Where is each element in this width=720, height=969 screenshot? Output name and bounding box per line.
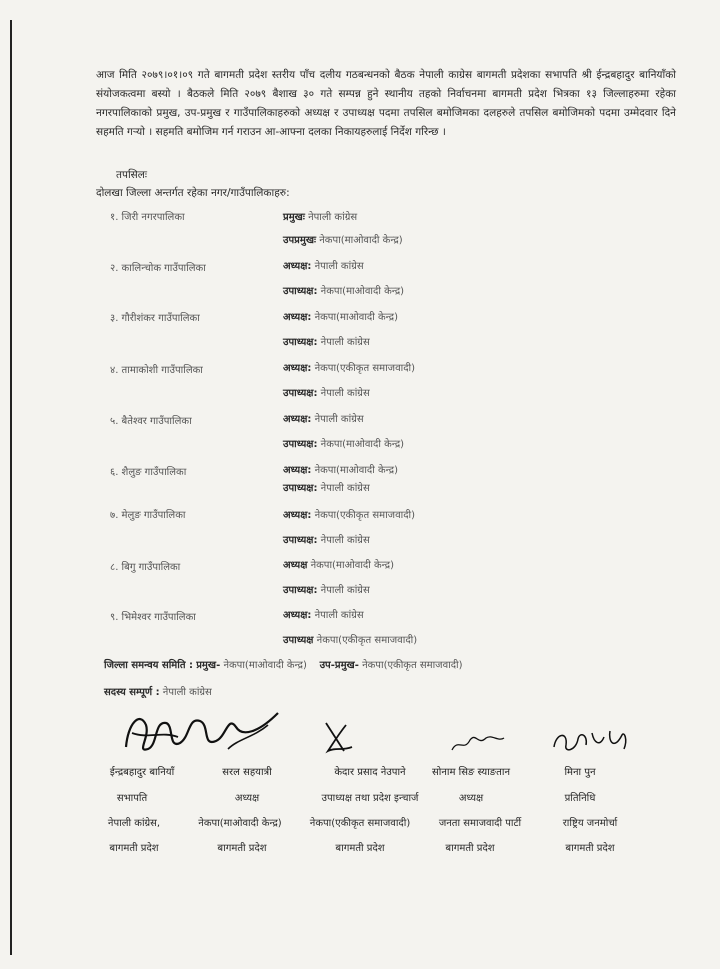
signatory-party: नेकपा(माओवादी केन्द्र) (198, 818, 282, 829)
post-label: उपाध्यक्ष (283, 635, 314, 646)
post-party: नेपाली कांग्रेस (320, 585, 370, 596)
post-label: उपप्रमुखः (283, 235, 317, 246)
post-label: अध्यक्ष: (283, 414, 312, 425)
post-row (283, 532, 370, 546)
post-label: उपाध्यक्ष: (283, 535, 318, 546)
signatory-province: बागमती प्रदेश (109, 843, 159, 854)
post-party: नेपाली कांग्रेस (320, 535, 370, 546)
post-row (283, 436, 404, 450)
municipality-name: ९. भिमेश्वर गाउँपालिका (110, 612, 196, 623)
members-party: नेपाली कांग्रेस (162, 687, 212, 698)
intro-paragraph: आज मिति २०७९।०१।०९ गते बागमती प्रदेश स्तरीय पाँच दलीय गठबन्धनको बैठक नेपाली काग्रेस बागमती प्रदेशका सभापति श्री ईन्द्रबहादुर बानियाँको संयोजकत्वमा बस्यो । बैठकले मिति २०७९ बैशाख ३० गते सम्पन्न हुने स्थानीय तहको निर्वाचनमा बागमती प्रदेश भित्रका १३ जिल्लाहरुमा रहेका नगरपालिकाको प्रमुख, उप-प्रमुख र गाउँपालिकाहरुको अध्यक्ष र उपाध्यक्ष पदमा तपसिल बमोजिमका दलहरुले तपसिल बमोजिमको पदमा उम्मेदवार दिने सहमति गऱ्यो । सहमति बमोजिम गर्न गराउन आ-आफ्ना दलका निकायहरुलाई निर्देश गरिन्छ । (96, 69, 676, 138)
post-label: उपाध्यक्ष: (283, 337, 318, 348)
post-label: उपाध्यक्ष: (283, 585, 318, 596)
post-label: अध्यक्ष: (283, 312, 312, 323)
post-party: नेकपा(एकीकृत समाजवादी) (314, 363, 416, 374)
signature-4 (548, 725, 630, 759)
post-party: नेकपा(माओवादी केन्द्र) (310, 560, 394, 571)
post-party: नेकपा(एकीकृत समाजवादी) (316, 635, 418, 646)
signatory-province: बागमती प्रदेश (335, 843, 385, 854)
post-party: नेपाली कांग्रेस (320, 483, 370, 494)
signatory-province: बागमती प्रदेश (565, 843, 615, 854)
signatory-party: नेपाली कांग्रेस, (107, 818, 161, 829)
post-row (283, 462, 398, 476)
post-party: नेपाली कांग्रेस (314, 414, 364, 425)
signatory-name: सरल सहयात्री (222, 767, 272, 778)
tapsil-label: तपसिलः (116, 169, 148, 181)
signatory-role: सभापति (116, 793, 148, 804)
post-row (283, 209, 357, 223)
signatory-party: राष्ट्रिय जनमोर्चा (562, 818, 618, 829)
post-row (283, 557, 394, 571)
post-party: नेपाली कांग्रेस (314, 610, 364, 621)
municipality-name: ८. बिगु गाउँपालिका (110, 562, 181, 573)
signatory-role: उपाध्यक्ष तथा प्रदेश इन्चार्ज (321, 793, 419, 804)
post-row (283, 411, 364, 425)
post-label: अध्यक्ष: (283, 465, 312, 476)
post-label: अध्यक्ष: (283, 610, 312, 621)
post-row (283, 385, 370, 399)
municipality-name: ४. तामाकोशी गाउँपालिका (110, 365, 203, 376)
post-row (283, 480, 370, 494)
signatory-party: जनता समाजवादी पार्टी (438, 818, 522, 829)
post-label: उपाध्यक्ष: (283, 439, 318, 450)
post-row (283, 309, 398, 323)
coordination-pramukh-party: नेकपा(माओवादी केन्द्र) (223, 660, 307, 671)
municipality-name: ३. गौरीशंकर गाउँपालिका (110, 313, 200, 324)
post-label: अध्यक्ष: (283, 363, 312, 374)
post-party: नेकपा(माओवादी केन्द्र) (320, 439, 405, 450)
coordination-upapramukh-label: उप-प्रमुख- (319, 660, 359, 671)
post-row (283, 258, 364, 272)
post-row (283, 507, 415, 521)
post-label: अध्यक्ष (283, 560, 308, 571)
signatory-role: अध्यक्ष (458, 793, 484, 804)
municipality-name: ५. बैतेश्वर गाउँपालिका (110, 416, 192, 427)
signatory-province: बागमती प्रदेश (217, 843, 267, 854)
municipality-name: ७. मेलुङ गाउँपालिका (110, 510, 186, 521)
signatory-province: बागमती प्रदेश (445, 843, 495, 854)
page-edge-line (10, 20, 12, 955)
post-label: उपाध्यक्ष: (283, 483, 318, 494)
signatory-role: प्रतिनिधि (564, 793, 596, 804)
signature-3 (448, 730, 508, 756)
signatory-name: ईन्द्रबहादुर बानियाँ (109, 767, 175, 778)
post-row (283, 232, 403, 246)
coordination-label: जिल्ला समन्वय समिति : (104, 660, 194, 671)
signatory-name: सोनाम सिङ स्याङतान (431, 767, 511, 778)
post-row (283, 283, 404, 297)
post-party: नेकपा(एकीकृत समाजवादी) (314, 510, 416, 521)
post-label: उपाध्यक्ष: (283, 388, 318, 399)
post-row (283, 360, 415, 374)
signatory-role: अध्यक्ष (234, 793, 260, 804)
post-party: नेकपा(माओवादी केन्द्र) (314, 465, 398, 476)
municipality-name: १. जिरी नगरपालिका (110, 212, 185, 223)
post-row (283, 582, 370, 596)
post-label: अध्यक्ष: (283, 510, 312, 521)
post-party: नेपाली कांग्रेस (308, 212, 358, 223)
post-label: अध्यक्ष: (283, 261, 312, 272)
post-party: नेपाली कांग्रेस (314, 261, 364, 272)
members-label: सदस्य सम्पूर्ण : (104, 687, 160, 698)
signatory-party: नेकपा(एकीकृत समाजवादी) (309, 818, 411, 829)
post-row (283, 632, 417, 646)
coordination-upapramukh-party: नेकपा(एकीकृत समाजवादी) (362, 660, 463, 671)
coordination-pramukh-label: प्रमुख- (196, 660, 221, 671)
post-party: नेकपा(माओवादी केन्द्र) (320, 286, 405, 297)
municipality-name: ६. शैलुङ गाउँपालिका (110, 467, 187, 478)
post-party: नेकपा(माओवादी केन्द्र) (314, 312, 398, 323)
signature-2 (318, 717, 358, 757)
signatory-name: केदार प्रसाद नेउपाने (334, 767, 406, 778)
district-heading: दोलखा जिल्ला अन्तर्गत रहेका नगर/गाउँपालिकाहरु: (96, 187, 290, 199)
coordination-committee-line (104, 657, 463, 671)
post-label: उपाध्यक्ष: (283, 286, 318, 297)
post-row (283, 607, 364, 621)
signature-1 (118, 703, 288, 763)
post-label: प्रमुखः (283, 212, 305, 223)
signatory-name: मिना पुन (564, 767, 596, 778)
post-row (283, 334, 370, 348)
municipality-name: २. कालिन्चोक गाउँपालिका (110, 263, 206, 274)
post-party: नेपाली कांग्रेस (320, 337, 370, 348)
members-line (104, 684, 212, 698)
post-party: नेकपा(माओवादी केन्द्र) (319, 235, 403, 246)
post-party: नेपाली कांग्रेस (320, 388, 370, 399)
